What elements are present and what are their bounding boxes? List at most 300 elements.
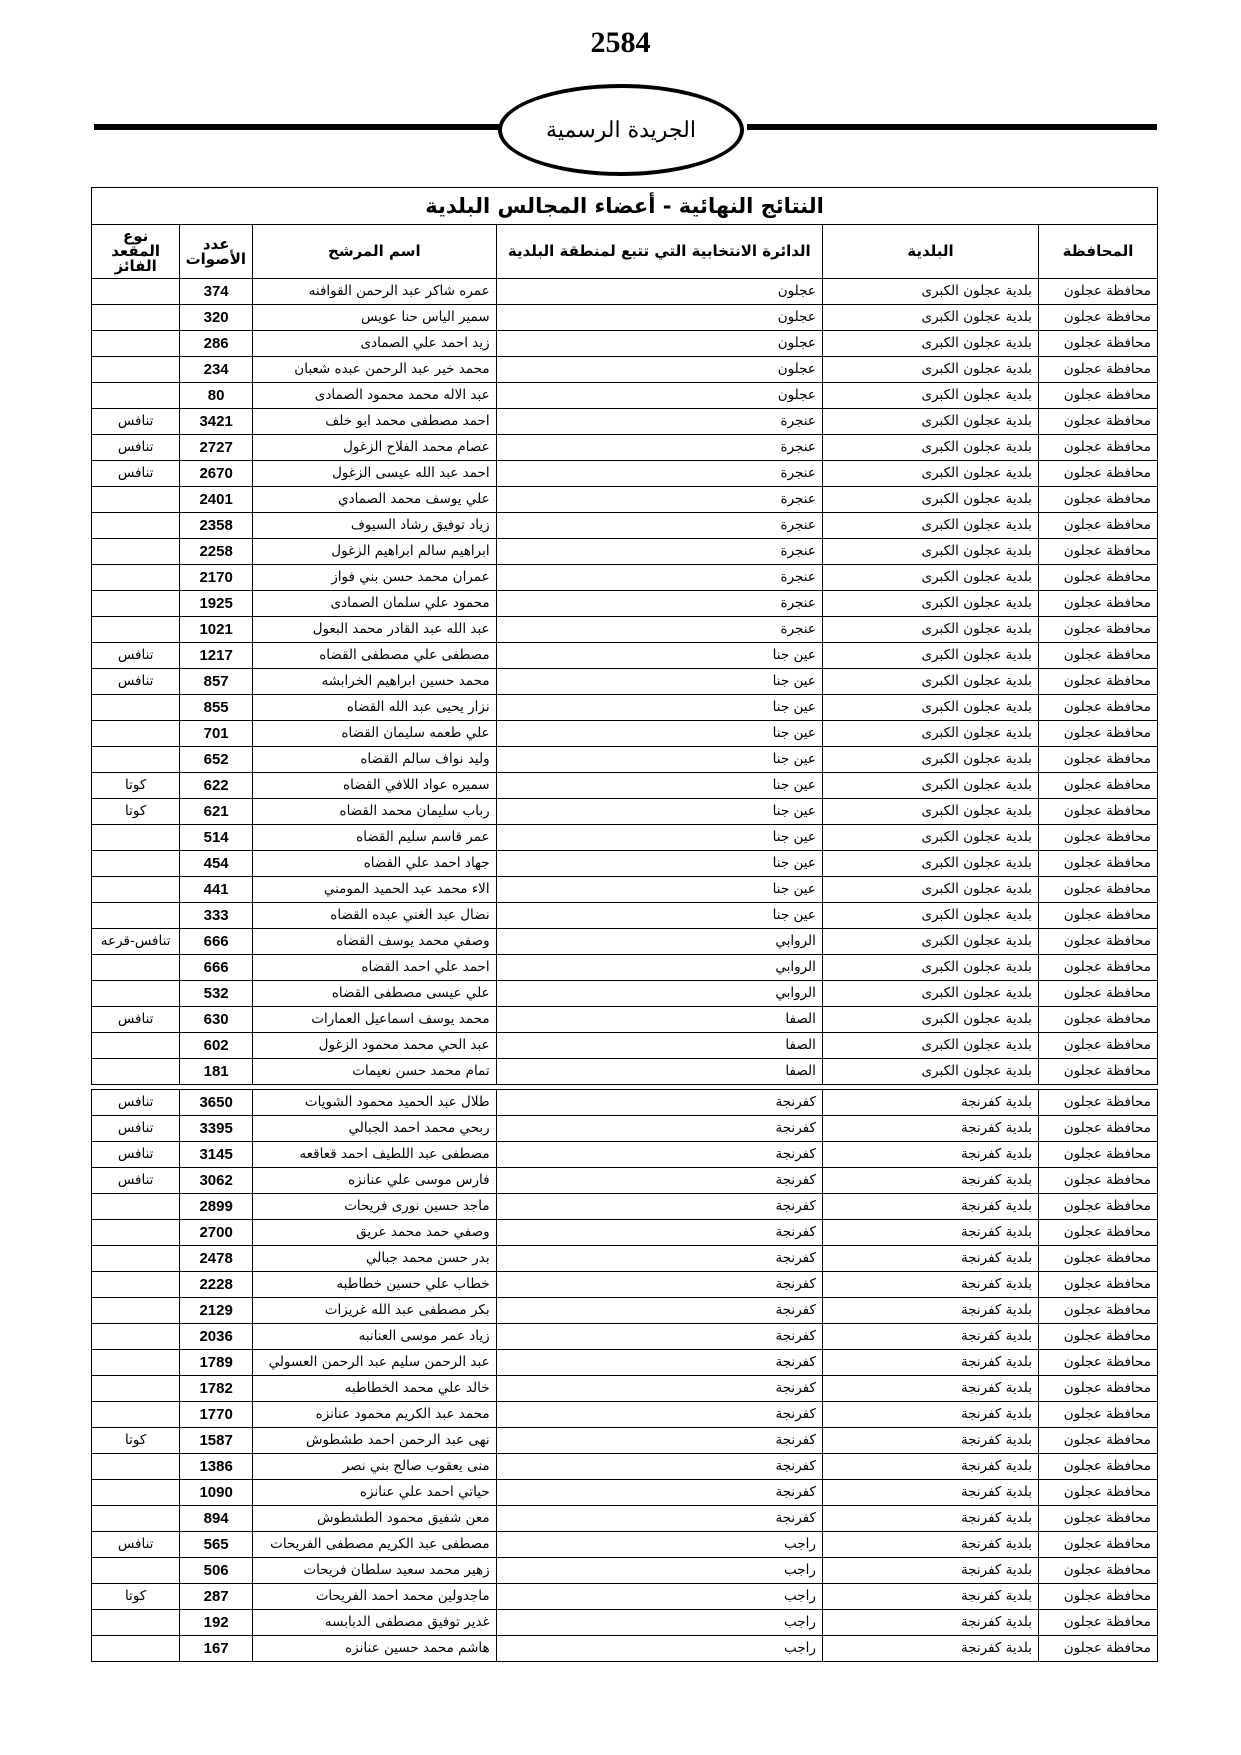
candidate-name-cell: عمران محمد حسن بني فواز [253,565,497,591]
votes-cell: 1090 [180,1480,253,1506]
candidate-name-cell: احمد عبد الله عيسى الزغول [253,461,497,487]
table-row [92,1007,1158,1033]
table-row [92,1142,1158,1168]
governorate-cell: محافظة عجلون [1038,1298,1157,1324]
governorate-cell: محافظة عجلون [1038,539,1157,565]
municipality-cell: بلدية عجلون الكبرى [822,1059,1038,1085]
table-row [92,1059,1158,1085]
district-cell: عين جنا [496,695,822,721]
candidate-name-cell: بدر حسن محمد جبالي [253,1246,497,1272]
seat-type-cell [92,851,180,877]
municipality-cell: بلدية كفرنجة [822,1220,1038,1246]
results-body [92,279,1158,1662]
header-rule-right [747,124,1157,130]
table-row [92,721,1158,747]
district-cell: عنجرة [496,409,822,435]
header-candidate: اسم المرشح [253,225,497,279]
municipality-cell: بلدية كفرنجة [822,1090,1038,1116]
municipality-cell: بلدية عجلون الكبرى [822,487,1038,513]
governorate-cell: محافظة عجلون [1038,1194,1157,1220]
seat-type-cell [92,1610,180,1636]
municipality-cell: بلدية كفرنجة [822,1428,1038,1454]
votes-cell: 286 [180,331,253,357]
governorate-cell: محافظة عجلون [1038,1142,1157,1168]
district-cell: الروابي [496,955,822,981]
municipality-cell: بلدية عجلون الكبرى [822,357,1038,383]
district-cell: كفرنجة [496,1480,822,1506]
district-cell: كفرنجة [496,1090,822,1116]
table-row [92,1376,1158,1402]
governorate-cell: محافظة عجلون [1038,1090,1157,1116]
seat-type-cell [92,1033,180,1059]
governorate-cell: محافظة عجلون [1038,721,1157,747]
municipality-cell: بلدية عجلون الكبرى [822,825,1038,851]
table-row [92,1272,1158,1298]
votes-cell: 234 [180,357,253,383]
seat-type-cell: تنافس [92,461,180,487]
seat-type-cell [92,1506,180,1532]
seat-type-cell [92,591,180,617]
municipality-cell: بلدية عجلون الكبرى [822,383,1038,409]
votes-cell: 320 [180,305,253,331]
candidate-name-cell: ابراهيم سالم ابراهيم الزغول [253,539,497,565]
table-row [92,1402,1158,1428]
table-row [92,1506,1158,1532]
seat-type-cell [92,1402,180,1428]
municipality-cell: بلدية عجلون الكبرى [822,695,1038,721]
votes-cell: 1770 [180,1402,253,1428]
seat-type-cell: تنافس [92,1007,180,1033]
municipality-cell: بلدية عجلون الكبرى [822,851,1038,877]
seat-type-cell [92,357,180,383]
candidate-name-cell: تمام محمد حسن نعيمات [253,1059,497,1085]
seat-type-cell [92,331,180,357]
municipality-cell: بلدية كفرنجة [822,1454,1038,1480]
candidate-name-cell: مصطفى عبد الكريم مصطفى الفريحات [253,1532,497,1558]
header-rule-left [94,124,500,130]
candidate-name-cell: سميره عواد اللافي القضاه [253,773,497,799]
district-cell: عين جنا [496,799,822,825]
votes-cell: 621 [180,799,253,825]
municipality-cell: بلدية عجلون الكبرى [822,929,1038,955]
candidate-name-cell: محمد يوسف اسماعيل العمارات [253,1007,497,1033]
district-cell: كفرنجة [496,1168,822,1194]
municipality-cell: بلدية كفرنجة [822,1142,1038,1168]
seat-type-cell [92,279,180,305]
municipality-cell: بلدية عجلون الكبرى [822,903,1038,929]
district-cell: عين جنا [496,669,822,695]
candidate-name-cell: عمره شاكر عبد الرحمن القوافنه [253,279,497,305]
seat-type-cell: كوتا [92,1428,180,1454]
candidate-name-cell: نضال عبد الغني عبده القضاه [253,903,497,929]
table-row [92,1454,1158,1480]
gazette-masthead: الجريدة الرسمية [498,84,744,176]
votes-cell: 2899 [180,1194,253,1220]
seat-type-cell [92,1558,180,1584]
municipality-cell: بلدية كفرنجة [822,1610,1038,1636]
municipality-cell: بلدية عجلون الكبرى [822,305,1038,331]
candidate-name-cell: ماجدولين محمد احمد الفريحات [253,1584,497,1610]
table-row [92,461,1158,487]
votes-cell: 454 [180,851,253,877]
governorate-cell: محافظة عجلون [1038,305,1157,331]
table-row [92,773,1158,799]
table-row [92,643,1158,669]
municipality-cell: بلدية عجلون الكبرى [822,461,1038,487]
votes-cell: 3145 [180,1142,253,1168]
district-cell: عجلون [496,279,822,305]
candidate-name-cell: علي يوسف محمد الصمادي [253,487,497,513]
table-row [92,1220,1158,1246]
candidate-name-cell: عبد الاله محمد محمود الصمادى [253,383,497,409]
candidate-name-cell: وصفي محمد يوسف القضاه [253,929,497,955]
municipality-cell: بلدية عجلون الكبرى [822,617,1038,643]
votes-cell: 2670 [180,461,253,487]
governorate-cell: محافظة عجلون [1038,773,1157,799]
district-cell: عين جنا [496,721,822,747]
table-row [92,955,1158,981]
votes-cell: 441 [180,877,253,903]
seat-type-cell [92,981,180,1007]
votes-cell: 80 [180,383,253,409]
municipality-cell: بلدية عجلون الكبرى [822,877,1038,903]
seat-type-cell [92,1324,180,1350]
seat-type-cell [92,539,180,565]
seat-type-cell: كوتا [92,773,180,799]
table-row [92,305,1158,331]
votes-cell: 333 [180,903,253,929]
table-row [92,903,1158,929]
district-cell: عنجرة [496,565,822,591]
municipality-cell: بلدية عجلون الكبرى [822,1033,1038,1059]
candidate-name-cell: طلال عبد الحميد محمود الشويات [253,1090,497,1116]
candidate-name-cell: سمير الياس حنا عويس [253,305,497,331]
governorate-cell: محافظة عجلون [1038,1402,1157,1428]
seat-type-cell [92,721,180,747]
header-votes: عدد الأصوات [180,225,253,279]
table-row [92,1584,1158,1610]
votes-cell: 666 [180,955,253,981]
district-cell: راجب [496,1584,822,1610]
table-row [92,279,1158,305]
table-row [92,1033,1158,1059]
district-cell: عنجرة [496,487,822,513]
votes-cell: 2727 [180,435,253,461]
municipality-cell: بلدية عجلون الكبرى [822,747,1038,773]
table-row [92,1194,1158,1220]
governorate-cell: محافظة عجلون [1038,1428,1157,1454]
votes-cell: 855 [180,695,253,721]
governorate-cell: محافظة عجلون [1038,955,1157,981]
municipality-cell: بلدية كفرنجة [822,1350,1038,1376]
table-row [92,513,1158,539]
votes-cell: 2478 [180,1246,253,1272]
seat-type-cell [92,565,180,591]
seat-type-cell [92,877,180,903]
governorate-cell: محافظة عجلون [1038,643,1157,669]
seat-type-cell: تنافس-قرعه [92,929,180,955]
district-cell: عجلون [496,305,822,331]
seat-type-cell: كوتا [92,799,180,825]
municipality-cell: بلدية عجلون الكبرى [822,799,1038,825]
votes-cell: 1021 [180,617,253,643]
votes-cell: 2258 [180,539,253,565]
candidate-name-cell: مصطفى عبد اللطيف احمد قعاقعه [253,1142,497,1168]
candidate-name-cell: نهى عبد الرحمن احمد طشطوش [253,1428,497,1454]
candidate-name-cell: خطاب علي حسين خطاطبه [253,1272,497,1298]
governorate-cell: محافظة عجلون [1038,1059,1157,1085]
governorate-cell: محافظة عجلون [1038,1480,1157,1506]
table-row [92,591,1158,617]
district-cell: كفرنجة [496,1428,822,1454]
governorate-cell: محافظة عجلون [1038,591,1157,617]
table-title: النتائج النهائية - أعضاء المجالس البلدية [92,188,1158,225]
seat-type-cell [92,1220,180,1246]
governorate-cell: محافظة عجلون [1038,1272,1157,1298]
governorate-cell: محافظة عجلون [1038,513,1157,539]
governorate-cell: محافظة عجلون [1038,981,1157,1007]
governorate-cell: محافظة عجلون [1038,1558,1157,1584]
governorate-cell: محافظة عجلون [1038,409,1157,435]
seat-type-cell [92,1194,180,1220]
district-cell: كفرنجة [496,1324,822,1350]
governorate-cell: محافظة عجلون [1038,877,1157,903]
table-row [92,981,1158,1007]
district-cell: راجب [496,1532,822,1558]
candidate-name-cell: علي عيسى مصطفى القضاه [253,981,497,1007]
district-cell: كفرنجة [496,1298,822,1324]
table-row [92,1636,1158,1662]
table-row [92,1298,1158,1324]
votes-cell: 3650 [180,1090,253,1116]
candidate-name-cell: احمد مصطفى محمد ابو خلف [253,409,497,435]
district-cell: عين جنا [496,877,822,903]
seat-type-cell [92,903,180,929]
candidate-name-cell: غدير توفيق مصطفى الدبابسه [253,1610,497,1636]
municipality-cell: بلدية كفرنجة [822,1584,1038,1610]
seat-type-cell: تنافس [92,1532,180,1558]
municipality-cell: بلدية كفرنجة [822,1194,1038,1220]
table-row [92,929,1158,955]
table-row [92,825,1158,851]
governorate-cell: محافظة عجلون [1038,1007,1157,1033]
results-table [91,187,1158,1662]
candidate-name-cell: معن شفيق محمود الطشطوش [253,1506,497,1532]
district-cell: كفرنجة [496,1272,822,1298]
seat-type-cell: كوتا [92,1584,180,1610]
seat-type-cell [92,513,180,539]
district-cell: كفرنجة [496,1376,822,1402]
municipality-cell: بلدية كفرنجة [822,1116,1038,1142]
seat-type-cell [92,1246,180,1272]
candidate-name-cell: عصام محمد الفلاح الزغول [253,435,497,461]
candidate-name-cell: عبد الله عبد القادر محمد البعول [253,617,497,643]
governorate-cell: محافظة عجلون [1038,487,1157,513]
candidate-name-cell: محمود علي سلمان الصمادى [253,591,497,617]
municipality-cell: بلدية عجلون الكبرى [822,539,1038,565]
table-row [92,487,1158,513]
seat-type-cell [92,487,180,513]
header-municipality: البلدية [822,225,1038,279]
seat-type-cell: تنافس [92,643,180,669]
district-cell: كفرنجة [496,1246,822,1272]
district-cell: عين جنا [496,851,822,877]
municipality-cell: بلدية كفرنجة [822,1324,1038,1350]
candidate-name-cell: ماجد حسين نورى فريحات [253,1194,497,1220]
municipality-cell: بلدية عجلون الكبرى [822,513,1038,539]
governorate-cell: محافظة عجلون [1038,669,1157,695]
municipality-cell: بلدية كفرنجة [822,1480,1038,1506]
seat-type-cell: تنافس [92,1142,180,1168]
votes-cell: 2170 [180,565,253,591]
municipality-cell: بلدية عجلون الكبرى [822,331,1038,357]
seat-type-cell: تنافس [92,1168,180,1194]
table-row [92,1168,1158,1194]
municipality-cell: بلدية عجلون الكبرى [822,279,1038,305]
seat-type-cell [92,383,180,409]
seat-type-cell [92,1376,180,1402]
candidate-name-cell: حياتي احمد علي عنانزه [253,1480,497,1506]
candidate-name-cell: زياد عمر موسى العنانبه [253,1324,497,1350]
municipality-cell: بلدية كفرنجة [822,1402,1038,1428]
table-row [92,747,1158,773]
candidate-name-cell: احمد علي احمد القضاه [253,955,497,981]
votes-cell: 3062 [180,1168,253,1194]
governorate-cell: محافظة عجلون [1038,903,1157,929]
votes-cell: 666 [180,929,253,955]
table-row [92,1428,1158,1454]
header-district: الدائرة الانتخابية التي تتبع لمنطقة البلدية [496,225,822,279]
votes-cell: 2700 [180,1220,253,1246]
candidate-name-cell: محمد خير عبد الرحمن عبده شعبان [253,357,497,383]
votes-cell: 2401 [180,487,253,513]
votes-cell: 532 [180,981,253,1007]
votes-cell: 1217 [180,643,253,669]
municipality-cell: بلدية عجلون الكبرى [822,1007,1038,1033]
district-cell: كفرنجة [496,1402,822,1428]
seat-type-cell [92,955,180,981]
district-cell: الصفا [496,1059,822,1085]
municipality-cell: بلدية كفرنجة [822,1168,1038,1194]
candidate-name-cell: عمر قاسم سليم القضاه [253,825,497,851]
votes-cell: 857 [180,669,253,695]
seat-type-cell [92,825,180,851]
table-row [92,1246,1158,1272]
municipality-cell: بلدية عجلون الكبرى [822,435,1038,461]
votes-cell: 630 [180,1007,253,1033]
governorate-cell: محافظة عجلون [1038,565,1157,591]
governorate-cell: محافظة عجلون [1038,1532,1157,1558]
district-cell: عجلون [496,383,822,409]
page-number: 2584 [590,26,651,59]
district-cell: الروابي [496,929,822,955]
seat-type-cell [92,747,180,773]
votes-cell: 701 [180,721,253,747]
seat-type-cell [92,305,180,331]
seat-type-cell [92,617,180,643]
district-cell: عنجرة [496,435,822,461]
governorate-cell: محافظة عجلون [1038,1506,1157,1532]
table-row [92,851,1158,877]
table-row [92,1116,1158,1142]
candidate-name-cell: هاشم محمد حسين عنانزه [253,1636,497,1662]
candidate-name-cell: مصطفى علي مصطفى القضاه [253,643,497,669]
district-cell: عنجرة [496,513,822,539]
votes-cell: 167 [180,1636,253,1662]
governorate-cell: محافظة عجلون [1038,383,1157,409]
governorate-cell: محافظة عجلون [1038,435,1157,461]
municipality-cell: بلدية عجلون الكبرى [822,981,1038,1007]
table-row [92,383,1158,409]
seat-type-cell: تنافس [92,435,180,461]
governorate-cell: محافظة عجلون [1038,461,1157,487]
seat-type-cell [92,1059,180,1085]
table-row [92,1532,1158,1558]
district-cell: راجب [496,1610,822,1636]
municipality-cell: بلدية كفرنجة [822,1506,1038,1532]
table-row [92,1480,1158,1506]
seat-type-cell [92,1272,180,1298]
candidate-name-cell: وليد نواف سالم القضاه [253,747,497,773]
municipality-cell: بلدية عجلون الكبرى [822,643,1038,669]
municipality-cell: بلدية عجلون الكبرى [822,669,1038,695]
candidate-name-cell: محمد عبد الكريم محمود عنانزه [253,1402,497,1428]
district-cell: كفرنجة [496,1220,822,1246]
votes-cell: 894 [180,1506,253,1532]
table-row [92,617,1158,643]
seat-type-cell [92,1480,180,1506]
district-cell: كفرنجة [496,1116,822,1142]
table-row [92,409,1158,435]
table-row [92,1324,1158,1350]
table-row [92,331,1158,357]
seat-type-cell: تنافس [92,669,180,695]
district-cell: كفرنجة [496,1142,822,1168]
governorate-cell: محافظة عجلون [1038,1350,1157,1376]
votes-cell: 2036 [180,1324,253,1350]
header-seat-type: نوع المقعد الفائز [92,225,180,279]
district-cell: كفرنجة [496,1350,822,1376]
governorate-cell: محافظة عجلون [1038,1168,1157,1194]
table-row [92,695,1158,721]
candidate-name-cell: نزار يحيى عبد الله القضاه [253,695,497,721]
votes-cell: 652 [180,747,253,773]
seat-type-cell [92,1454,180,1480]
table-row [92,1090,1158,1116]
district-cell: عين جنا [496,903,822,929]
votes-cell: 1789 [180,1350,253,1376]
governorate-cell: محافظة عجلون [1038,825,1157,851]
votes-cell: 1587 [180,1428,253,1454]
district-cell: راجب [496,1558,822,1584]
district-cell: عنجرة [496,617,822,643]
table-row [92,877,1158,903]
governorate-cell: محافظة عجلون [1038,1246,1157,1272]
municipality-cell: بلدية كفرنجة [822,1636,1038,1662]
seat-type-cell: تنافس [92,1116,180,1142]
votes-cell: 1925 [180,591,253,617]
governorate-cell: محافظة عجلون [1038,1636,1157,1662]
governorate-cell: محافظة عجلون [1038,279,1157,305]
governorate-cell: محافظة عجلون [1038,1584,1157,1610]
candidate-name-cell: فارس موسى علي عنانزه [253,1168,497,1194]
governorate-cell: محافظة عجلون [1038,617,1157,643]
votes-cell: 514 [180,825,253,851]
candidate-name-cell: عبد الرحمن سليم عبد الرحمن العسولي [253,1350,497,1376]
governorate-cell: محافظة عجلون [1038,357,1157,383]
municipality-cell: بلدية عجلون الكبرى [822,773,1038,799]
votes-cell: 192 [180,1610,253,1636]
